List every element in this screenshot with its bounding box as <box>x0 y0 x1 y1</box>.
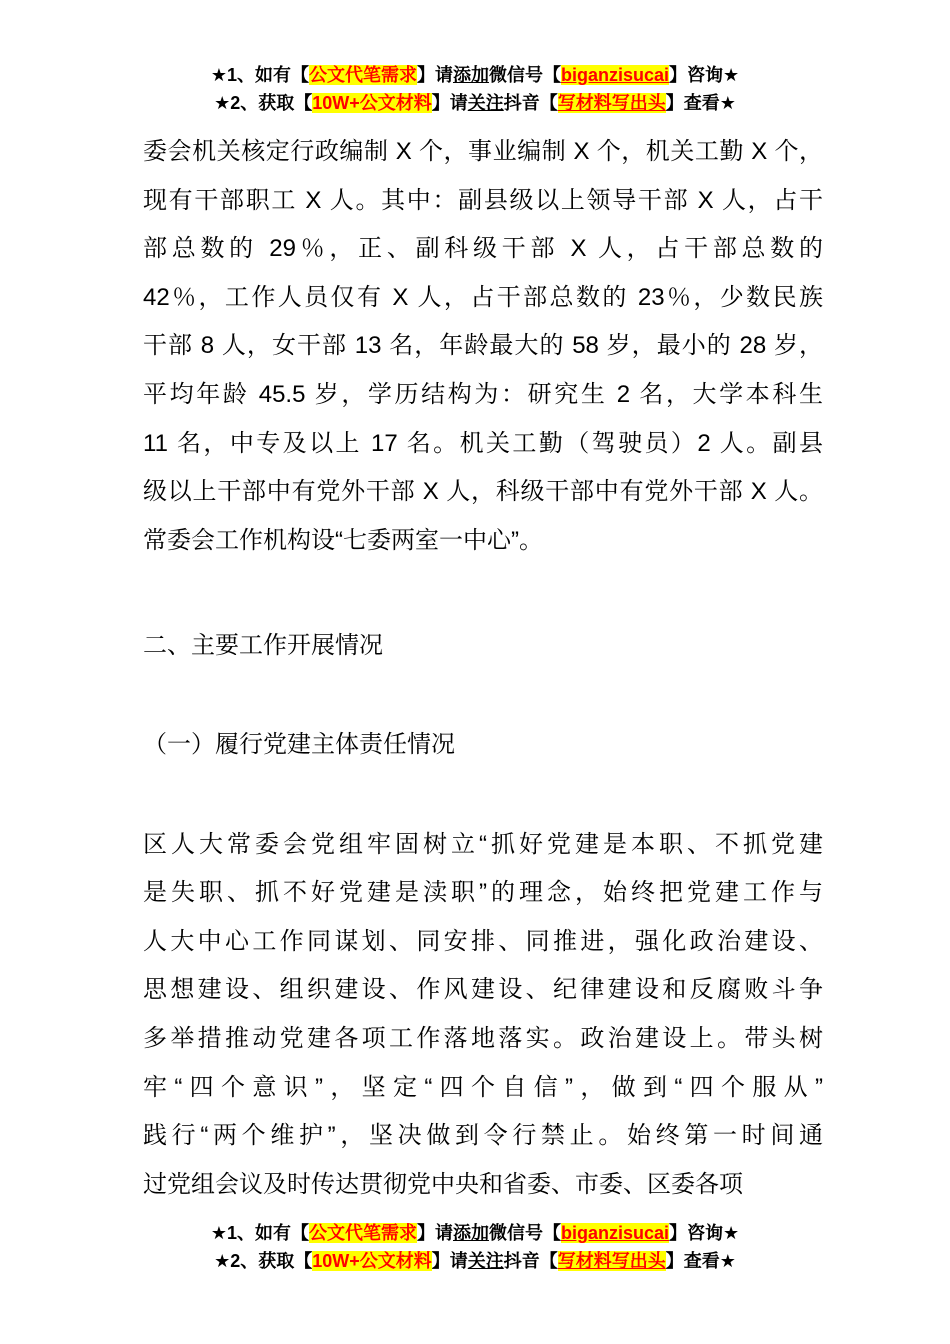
text-line: 平均年龄 45.5 岁，学历结构为：研究生 2 名，大学本科生 <box>143 380 823 408</box>
promo-banner-bottom-line-2 <box>0 1247 950 1275</box>
text-line: 多举措推动党建各项工作落地落实。政治建设上。带头树 <box>143 1024 823 1052</box>
promo-banner-top-line-2 <box>0 89 950 117</box>
highlighted-text: 10W+公文材料 <box>312 93 432 113</box>
banner-text: 抖音【 <box>503 93 558 113</box>
banner-text: 】请 <box>416 1223 453 1243</box>
text-line: 区人大常委会党组牢固树立“抓好党建是本职、不抓党建 <box>143 830 823 858</box>
text-line: 践行“两个维护”，坚决做到令行禁止。始终第一时间通 <box>143 1122 823 1150</box>
promo-banner-top <box>0 61 950 117</box>
text-line: 干部 8 人，女干部 13 名，年龄最大的 58 岁，最小的 28 岁， <box>143 332 823 360</box>
text-line: 11 名，中专及以上 17 名。机关工勤（驾驶员）2 人。副县 <box>143 429 823 457</box>
highlighted-text: 公文代笔需求 <box>308 1223 417 1243</box>
banner-text: 】请 <box>431 1251 468 1271</box>
promo-banner-top-line-1 <box>0 61 950 89</box>
banner-text: 】查看★ <box>665 93 736 113</box>
banner-text: ★2、获取【 <box>214 1251 313 1271</box>
highlighted-text: biganzisucai <box>560 65 670 85</box>
banner-text: 】咨询★ <box>669 1223 740 1243</box>
banner-text: ★1、如有【 <box>210 65 309 85</box>
promo-banner-bottom <box>0 1219 950 1275</box>
text-line: 委会机关核定行政编制 X 个，事业编制 X 个，机关工勤 X 个， <box>143 138 823 165</box>
text-line: 级以上干部中有党外干部 X 人，科级干部中有党外干部 X 人。 <box>143 478 823 506</box>
text-line: 部总数的 29％，正、副科级干部 X 人，占干部总数的 <box>143 235 823 263</box>
banner-text: 】咨询★ <box>669 65 740 85</box>
paragraph-staffing-overview <box>143 128 823 565</box>
paragraph-party-building <box>143 821 823 1210</box>
text-line: 思想建设、组织建设、作风建设、纪律建设和反腐败斗争 <box>143 976 823 1004</box>
text-line: 现有干部职工 X 人。其中：副县级以上领导干部 X 人，占干 <box>143 186 823 214</box>
promo-banner-bottom-line-1 <box>0 1219 950 1247</box>
text-line: 人大中心工作同谋划、同安排、同推进，强化政治建设、 <box>143 927 823 955</box>
highlighted-text: biganzisucai <box>560 1223 670 1243</box>
document-body <box>143 128 823 1209</box>
highlighted-text: 公文代笔需求 <box>308 65 417 85</box>
banner-text: 】请 <box>431 93 468 113</box>
subsection-heading-party-building: （一）履行党建主体责任情况 <box>143 730 455 758</box>
highlighted-text: 写材料写出头 <box>557 1251 666 1271</box>
text-line: 42％，工作人员仅有 X 人，占干部总数的 23％，少数民族 <box>143 283 823 311</box>
banner-text: 关注 <box>467 93 504 113</box>
banner-text: 关注 <box>467 1251 504 1271</box>
banner-text: 】请 <box>416 65 453 85</box>
text-line: 常委会工作机构设“七委两室一中心”。 <box>143 526 543 554</box>
highlighted-text: 10W+公文材料 <box>312 1251 432 1271</box>
banner-text: 】查看★ <box>665 1251 736 1271</box>
banner-text: 微信号【 <box>488 1223 561 1243</box>
text-line: 是失职、抓不好党建是渎职”的理念，始终把党建工作与 <box>143 879 823 907</box>
section-heading-main-work: 二、主要工作开展情况 <box>143 632 383 660</box>
highlighted-text: 写材料写出头 <box>557 93 666 113</box>
banner-text: ★2、获取【 <box>214 93 313 113</box>
text-line: 牢“四个意识”，坚定“四个自信”，做到“四个服从” <box>143 1073 823 1101</box>
banner-text: ★1、如有【 <box>210 1223 309 1243</box>
banner-text: 微信号【 <box>488 65 561 85</box>
text-line: 过党组会议及时传达贯彻党中央和省委、市委、区委各项 <box>143 1170 743 1198</box>
banner-text: 添加 <box>452 65 489 85</box>
banner-text: 添加 <box>452 1223 489 1243</box>
banner-text: 抖音【 <box>503 1251 558 1271</box>
